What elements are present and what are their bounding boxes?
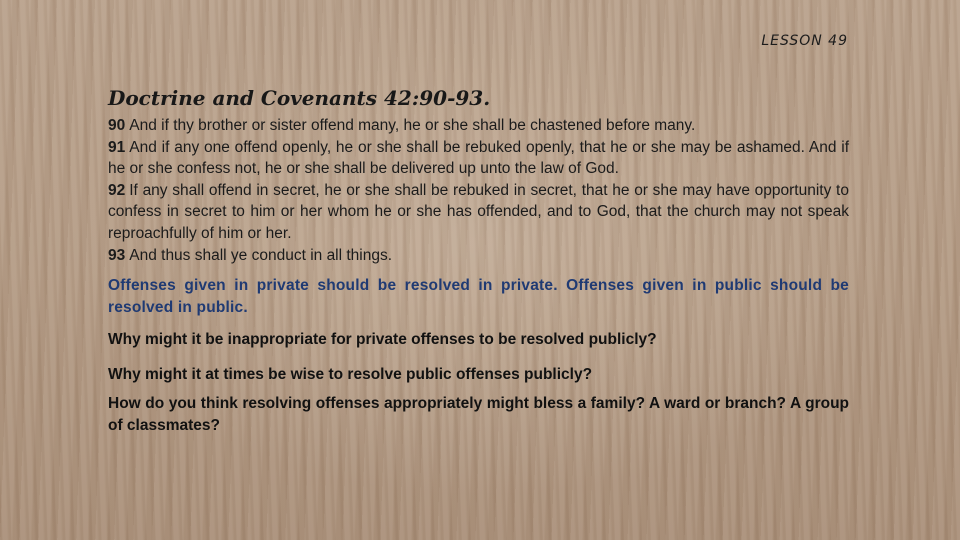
scripture-reference-title: Doctrine and Covenants 42:90-93. xyxy=(108,86,491,110)
discussion-question-2: Why might it at times be wise to resolve public offenses publicly? xyxy=(108,366,593,383)
principle-summary: Offenses given in private should be resolved in private. Offenses given in public should be resolved in public. xyxy=(108,277,849,316)
verse-number: 90 xyxy=(108,117,126,134)
discussion-question-1: Why might it be inappropriate for private offenses to be resolved publicly? xyxy=(108,331,657,348)
verse-text: If any shall offend in secret, he or she shall be rebuked in secret, that he or she may have opportunity to confess in secret to him or her whom he or she has offended, and to God, that the church may not speak reproachfully of him or her. xyxy=(108,181,849,242)
verse-number: 92 xyxy=(108,181,126,199)
verse-93 xyxy=(108,245,849,267)
discussion-question-3: How do you think resolving offenses appropriately might bless a family? A ward or branch? A group of classmates? xyxy=(108,395,849,434)
lesson-number: LESSON 49 xyxy=(761,33,848,49)
verse-text: And if thy brother or sister offend many, he or she shall be chastened before many. xyxy=(129,117,696,134)
verse-text: And thus shall ye conduct in all things. xyxy=(129,246,393,264)
verse-number: 93 xyxy=(108,246,126,264)
verse-91 xyxy=(108,137,849,180)
scripture-passage xyxy=(108,115,849,266)
verse-90 xyxy=(108,115,849,137)
verse-92 xyxy=(108,180,849,245)
verse-number: 91 xyxy=(108,138,126,156)
verse-text: And if any one offend openly, he or she shall be rebuked openly, that he or she may be ashamed. And if he or she confess not, he or she shall be delivered up unto the law of God. xyxy=(108,138,849,178)
